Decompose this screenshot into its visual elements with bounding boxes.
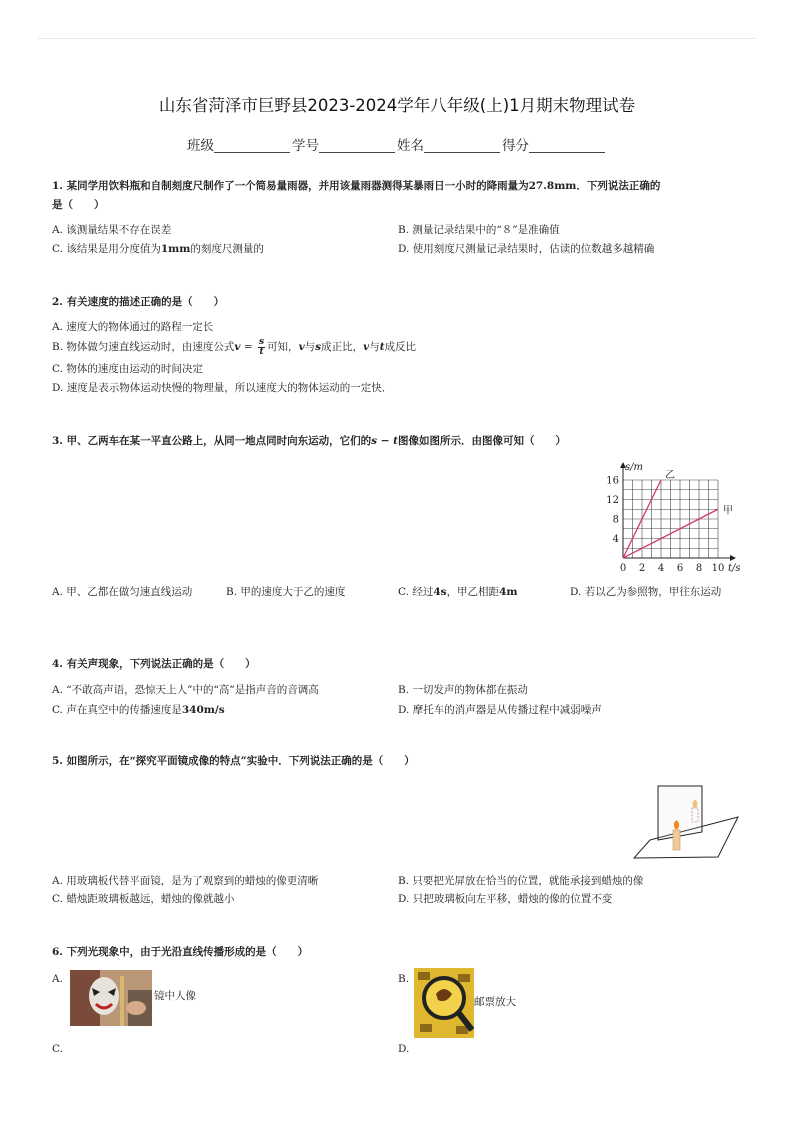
x-tick-label: 8 <box>695 563 703 574</box>
q5-option-d: D. 只把玻璃板向左平移，蜡烛的像的位置不变 <box>398 893 613 905</box>
q3-stem <box>52 432 566 451</box>
candle-flame <box>674 821 679 830</box>
q6-option-c-letter: C. <box>52 1043 63 1055</box>
q2-b-pre: B. 物体做匀速直线运动时，由速度公式 <box>52 341 235 353</box>
q4-c-speed: 340m/s <box>181 704 225 716</box>
x-tick-label: 10 <box>711 563 725 574</box>
score-label: 得分 <box>502 138 529 154</box>
q3-option-a: A. 甲、乙都在做匀速直线运动 <box>52 586 193 598</box>
q4-option-d: D. 摩托车的消声器是从传播过程中减弱噪声 <box>398 704 602 716</box>
x-tick-label: 2 <box>638 563 646 574</box>
q1-option-d: D. 使用刻度尺测量记录结果时，估读的位数越多越精确 <box>398 243 655 255</box>
class-label: 班级 <box>187 138 214 154</box>
q2-b-zheng: 成正比， <box>321 341 364 353</box>
page-title: 山东省菏泽市巨野县2023-2024学年八年级(上)1月期末物理试卷 <box>158 96 636 115</box>
q1-c-pre: C. 该结果是用分度值为 <box>52 243 161 255</box>
name-label: 姓名 <box>397 138 424 154</box>
q1-option-b: B. 测量记录结果中的“８”是准确值 <box>398 224 560 236</box>
q2-option-c: C. 物体的速度由运动的时间决定 <box>52 363 203 375</box>
q5-option-a: A. 用玻璃板代替平面镜，是为了观察到的蜡烛的像更清晰 <box>52 875 319 887</box>
q2-b-v3: v <box>363 341 370 353</box>
q4-option-b: B. 一切发声的物体都在振动 <box>398 684 528 696</box>
q3-stem-post: 图像如图所示．由图像可知（ ） <box>398 435 566 447</box>
q2-b-t: t <box>379 341 385 353</box>
student-info-line <box>0 134 794 154</box>
q2-b-and2: 与 <box>369 341 380 353</box>
series-label: 甲 <box>723 505 733 517</box>
q4-option-c <box>52 703 225 718</box>
q1-c-post: 的刻度尺测量的 <box>190 243 264 255</box>
q1-option-c <box>52 242 264 257</box>
class-blank <box>214 138 290 153</box>
mirror-experiment-figure <box>630 782 745 862</box>
q6-option-d-letter: D. <box>398 1043 410 1055</box>
q1-c-unit: 1mm <box>160 243 191 255</box>
q2-b-fan: 成反比 <box>384 341 417 353</box>
q2-b-v: v <box>234 341 241 353</box>
q6-option-b-letter: B. <box>398 973 410 985</box>
q3-stem-pre: 3. 甲、乙两车在某一平直公路上，从同一地点同时向东运动，它们的 <box>52 435 372 447</box>
q3-option-d: D. 若以乙为参照物，甲往东运动 <box>570 586 722 598</box>
q2-b-mid: 可知， <box>267 341 299 353</box>
q2-b-denominator: t <box>259 346 264 357</box>
x-tick-label: 4 <box>657 563 665 574</box>
q2-option-d: D. 速度是表示物体运动快慢的物理量，所以速度大的物体运动的一定快． <box>52 382 393 394</box>
x-tick-label: 6 <box>676 563 684 574</box>
y-tick-label: 16 <box>606 475 619 487</box>
q1-stem <box>52 177 752 215</box>
st-graph <box>598 460 748 580</box>
y-tick-label: 4 <box>612 534 619 545</box>
series-label: 乙 <box>665 470 675 481</box>
q5-option-c: C. 蜡烛距玻璃板越远，蜡烛的像就越小 <box>52 893 235 905</box>
q2-b-s: s <box>315 341 322 353</box>
q3-c-time: 4s <box>433 586 447 598</box>
q2-option-a: A. 速度大的物体通过的路程一定长 <box>52 321 214 333</box>
q5-option-b: B. 只要把光屏放在恰当的位置，就能承接到蜡烛的像 <box>398 875 644 887</box>
y-axis-label: s/m <box>625 462 643 473</box>
id-label: 学号 <box>292 138 319 154</box>
q5-stem: 5. 如图所示，在“探究平面镜成像的特点”实验中．下列说法正确的是（ ） <box>52 755 415 767</box>
image-flame <box>693 800 698 808</box>
q3-c-pre: C. 经过 <box>398 586 434 598</box>
q3-c-distance: 4m <box>499 586 518 598</box>
id-blank <box>319 138 395 153</box>
q4-stem: 4. 有关声现象，下列说法正确的是（ ） <box>52 658 256 670</box>
q3-option-c <box>398 585 517 600</box>
q4-option-a: A. “不敢高声语，恐惊天上人”中的“高”是指声音的音调高 <box>52 684 319 696</box>
q6-stem: 6. 下列光现象中，由于光沿直线传播形成的是（ ） <box>52 946 309 958</box>
candle-body <box>673 830 680 850</box>
top-rule <box>38 38 756 39</box>
mirror-portrait-image <box>70 970 152 1026</box>
score-blank <box>529 138 605 153</box>
x-axis-label: t/s <box>728 563 741 574</box>
q2-stem: 2. 有关速度的描述正确的是（ ） <box>52 296 225 308</box>
q3-c-mid: ，甲乙相距 <box>446 586 500 598</box>
q6-option-a-caption: 镜中人像 <box>154 990 196 1002</box>
name-blank <box>424 138 500 153</box>
q2-b-fraction <box>258 338 265 357</box>
q2-b-numerator: s <box>258 336 265 347</box>
x-axis-arrow <box>730 555 736 561</box>
q3-option-b: B. 甲的速度大于乙的速度 <box>226 586 346 598</box>
q6-option-a-letter: A. <box>52 973 63 985</box>
q6-option-b-caption: 邮票放大 <box>474 996 516 1008</box>
q2-b-eq: = <box>240 341 256 353</box>
y-tick-label: 8 <box>612 514 619 526</box>
q2-b-and: 与 <box>304 341 316 353</box>
q1-stem-line2: 是（ ） <box>52 199 105 211</box>
q1-option-a: A. 该测量结果不存在误差 <box>52 224 172 236</box>
x-tick-label: 0 <box>619 563 627 574</box>
q2-option-b <box>52 337 416 357</box>
q3-stem-st: s − t <box>371 435 398 447</box>
q4-c-pre: C. 声在真空中的传播速度是 <box>52 704 182 716</box>
q2-b-v2: v <box>298 341 305 353</box>
stamp-magnifier-image <box>414 968 474 1038</box>
y-tick-label: 12 <box>606 495 619 506</box>
q1-stem-line1: 1. 某同学用饮料瓶和自制刻度尺制作了一个简易量雨器，并用该量雨器测得某暴雨日一小时的降雨量为27.8mm．下列说法正确的 <box>52 180 661 192</box>
